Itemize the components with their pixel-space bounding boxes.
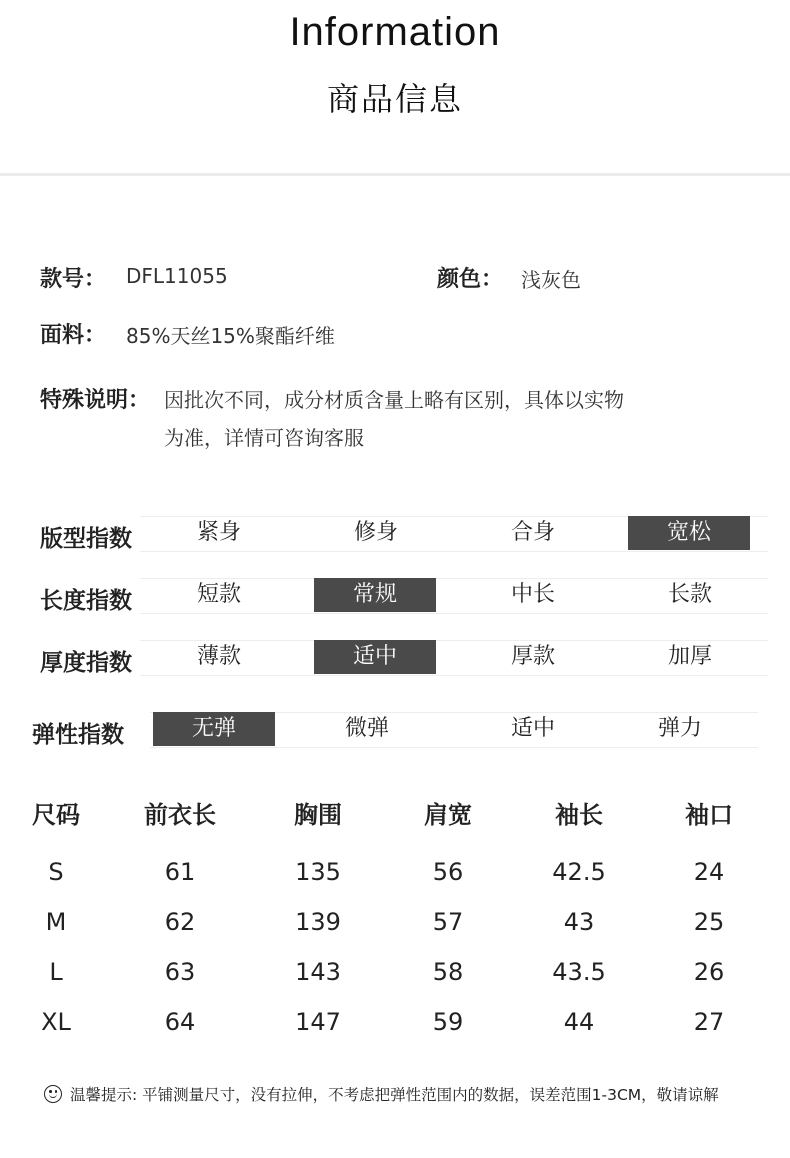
table-cell: 26 — [693, 958, 725, 986]
table-cell: 135 — [295, 858, 341, 886]
smile-icon — [44, 1085, 62, 1103]
index-option: 中长 — [510, 582, 555, 607]
index-option-selected: 无弹 — [153, 712, 275, 746]
index-option-selected: 适中 — [314, 640, 436, 674]
table-cell: 43.5 — [552, 958, 606, 986]
header-cell: 胸围 — [294, 801, 342, 829]
special-note-line-2: 为准，详情可咨询客服 — [164, 426, 364, 450]
special-note-label: 特殊说明： — [40, 388, 151, 413]
index-option: 修身 — [353, 520, 398, 545]
index-option: 短款 — [196, 582, 241, 607]
index-label: 厚度指数 — [40, 650, 132, 676]
table-cell: 42.5 — [552, 858, 606, 886]
index-option-selected: 常规 — [314, 578, 436, 612]
index-option: 微弹 — [344, 716, 389, 741]
table-cell: 58 — [432, 958, 464, 986]
style-number-label: 款号： — [40, 267, 107, 292]
measurement-tip — [44, 1083, 719, 1105]
table-cell: 24 — [693, 858, 725, 886]
header-cell: 袖口 — [685, 801, 733, 829]
table-cell: 27 — [693, 1008, 725, 1036]
index-option: 厚款 — [510, 644, 555, 669]
index-option: 加厚 — [667, 644, 712, 669]
table-cell: 59 — [432, 1008, 464, 1036]
header-cell: 前衣长 — [144, 801, 216, 829]
index-label: 弹性指数 — [32, 722, 124, 748]
index-label: 版型指数 — [40, 526, 132, 552]
header-cell: 肩宽 — [424, 801, 472, 829]
header-cell: 尺码 — [32, 801, 80, 829]
style-number-value: DFL11055 — [126, 264, 228, 288]
table-cell: S — [48, 858, 64, 886]
index-label: 长度指数 — [40, 588, 132, 614]
table-cell: 143 — [295, 958, 341, 986]
title-english: Information — [289, 10, 501, 54]
header-cell: 袖长 — [555, 801, 603, 829]
special-note-line-1: 因批次不同，成分材质含量上略有区别，具体以实物 — [164, 388, 624, 412]
table-cell: 56 — [432, 858, 464, 886]
color-label: 颜色： — [437, 267, 504, 292]
table-cell: XL — [41, 1008, 71, 1036]
fabric-label: 面料： — [40, 323, 107, 348]
index-option: 紧身 — [196, 520, 241, 545]
table-cell: 57 — [432, 908, 464, 936]
index-option-selected: 宽松 — [628, 516, 750, 550]
table-cell: M — [45, 908, 67, 936]
title-chinese: 商品信息 — [326, 80, 463, 118]
index-option: 薄款 — [196, 644, 241, 669]
table-cell: 147 — [295, 1008, 341, 1036]
index-option: 适中 — [510, 716, 555, 741]
table-cell: 61 — [164, 858, 196, 886]
table-cell: 64 — [164, 1008, 196, 1036]
table-cell: 43 — [563, 908, 595, 936]
fabric-value: 85%天丝15%聚酯纤维 — [126, 324, 335, 348]
color-value: 浅灰色 — [521, 268, 581, 292]
header-divider — [0, 173, 790, 176]
table-cell: 63 — [164, 958, 196, 986]
table-cell: 25 — [693, 908, 725, 936]
index-option: 合身 — [510, 520, 555, 545]
table-cell: L — [49, 958, 63, 986]
index-option: 弹力 — [657, 716, 702, 741]
table-cell: 139 — [295, 908, 341, 936]
table-cell: 62 — [164, 908, 196, 936]
tip-text: 温馨提示: 平铺测量尺寸，没有拉伸，不考虑把弹性范围内的数据，误差范围1-3CM，敬请谅解 — [70, 1086, 719, 1104]
index-option: 长款 — [667, 582, 712, 607]
table-cell: 44 — [563, 1008, 595, 1036]
